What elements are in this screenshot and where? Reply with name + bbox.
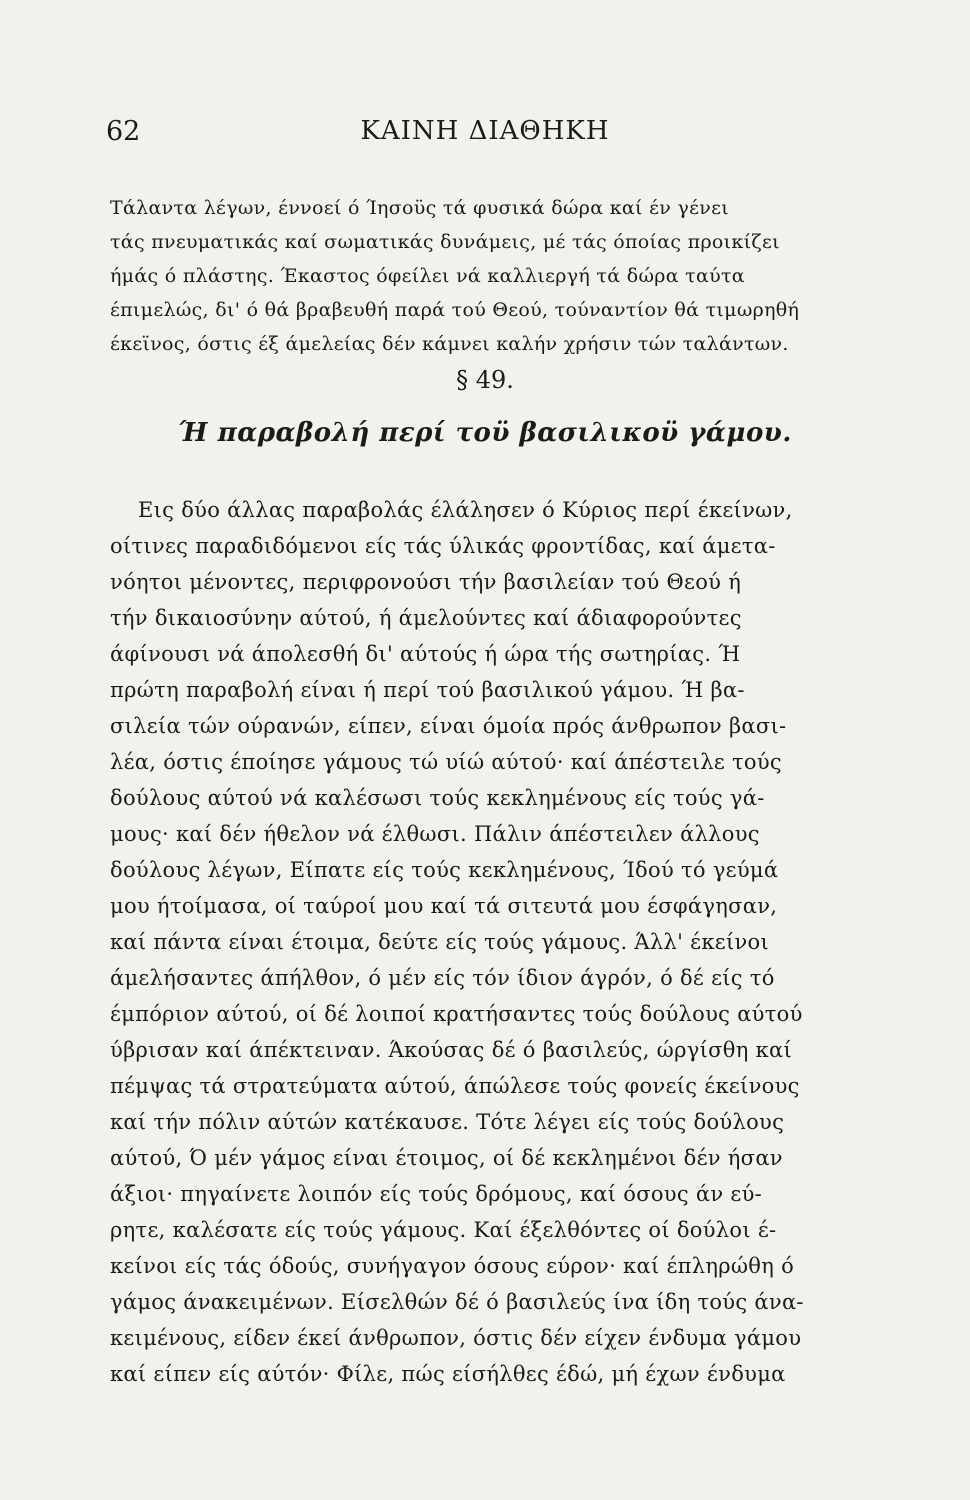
running-title: ΚΑΙΝΗ ΔΙΑΘΗΚΗ <box>360 116 610 146</box>
text-line: οίτινες παραδιδόμενοι είς τάς ύλικάς φροντίδας, καί άμετα- <box>110 534 776 558</box>
section-title: Ή παραβολή περί τοϋ βασιλικοϋ γάμου. <box>178 418 792 448</box>
text-line: άξιοι· πηγαίνετε λοιπόν είς τούς δρόμους, καί όσους άν εύ- <box>110 1182 763 1206</box>
text-line: ρητε, καλέσατε είς τούς γάμους. Καί έξελθόντες οί δούλοι έ- <box>110 1218 777 1242</box>
text-line: δούλους αύτού νά καλέσωσι τούς κεκλημένους είς τούς γά- <box>110 786 765 810</box>
text-line: ύβρισαν καί άπέκτειναν. Άκούσας δέ ό βασιλεύς, ώργίσθη καί <box>110 1038 792 1062</box>
text-line: Εις δύο άλλας παραβολάς έλάλησεν ό Κύριος περί έκείνων, <box>138 498 793 522</box>
paragraph-1 <box>110 191 845 361</box>
text-line: γάμος άνακειμένων. Είσελθών δέ ό βασιλεύς ίνα ίδη τούς άνα- <box>110 1290 804 1314</box>
text-line: Τάλαντα λέγων, έννοεί ό Ίησοϋς τά φυσικά δώρα καί έν γένει <box>110 197 730 219</box>
text-line: καί τήν πόλιν αύτών κατέκαυσε. Τότε λέγει είς τούς δούλους <box>110 1110 785 1134</box>
text-line: μου ήτοίμασα, οί ταύροί μου καί τά σιτευτά μου έσφάγησαν, <box>110 894 778 918</box>
text-line: άμελήσαντες άπήλθον, ό μέν είς τόν ίδιον άγρόν, ό δέ είς τό <box>110 966 775 990</box>
text-line: άφίνουσι νά άπολεσθή δι' αύτούς ή ώρα τής σωτηρίας. Ή <box>110 642 741 666</box>
text-line: νόητοι μένοντες, περιφρονούσι τήν βασιλείαν τού Θεού ή <box>110 570 742 594</box>
text-line: κείνοι είς τάς όδούς, συνήγαγον όσους εύρον· καί έπληρώθη ό <box>110 1254 795 1278</box>
page-number: 62 <box>106 116 141 147</box>
text-line: καί είπεν είς αύτόν· Φίλε, πώς είσήλθες έδώ, μή έχων ένδυμα <box>110 1362 786 1386</box>
text-line: δούλους λέγων, Είπατε είς τούς κεκλημένους, Ίδού τό γεύμά <box>110 858 779 882</box>
text-line: έμπόριον αύτού, οί δέ λοιποί κρατήσαντες τούς δούλους αύτού <box>110 1002 803 1026</box>
text-line: τάς πνευματικάς καί σωματικάς δυνάμεις, μέ τάς όποίας προικίζει <box>110 231 780 253</box>
page-header <box>0 116 970 156</box>
text-line: αύτού, Ό μέν γάμος είναι έτοιμος, οί δέ κεκλημένοι δέν ήσαν <box>110 1146 783 1170</box>
text-line: μους· καί δέν ήθελον νά έλθωσι. Πάλιν άπέστειλεν άλλους <box>110 822 760 846</box>
text-line: έπιμελώς, δι' ό θά βραβευθή παρά τού Θεού, τούναντίον θά τιμωρηθή <box>110 299 800 321</box>
section-number: § 49. <box>456 366 514 394</box>
paragraph-2 <box>110 492 845 1392</box>
text-line: καί πάντα είναι έτοιμα, δεύτε είς τούς γάμους. Άλλ' έκείνοι <box>110 930 770 954</box>
text-line: πρώτη παραβολή είναι ή περί τού βασιλικού γάμου. Ή βα- <box>110 678 745 702</box>
text-line: λέα, όστις έποίησε γάμους τώ υίώ αύτού· καί άπέστειλε τούς <box>110 750 782 774</box>
text-line: έκεϊνος, όστις έξ άμελείας δέν κάμνει καλήν χρήσιν τών ταλάντων. <box>110 333 789 355</box>
text-line: ήμάς ό πλάστης. Έκαστος όφείλει νά καλλιεργή τά δώρα ταύτα <box>110 265 745 287</box>
text-line: κειμένους, είδεν έκεί άνθρωπον, όστις δέν είχεν ένδυμα γάμου <box>110 1326 802 1350</box>
text-line: τήν δικαιοσύνην αύτού, ή άμελούντες καί άδιαφορούντες <box>110 606 742 630</box>
text-line: πέμψας τά στρατεύματα αύτού, άπώλεσε τούς φονείς έκείνους <box>110 1074 800 1098</box>
text-line: σιλεία τών ούρανών, είπεν, είναι όμοία πρός άνθρωπον βασι- <box>110 714 787 738</box>
